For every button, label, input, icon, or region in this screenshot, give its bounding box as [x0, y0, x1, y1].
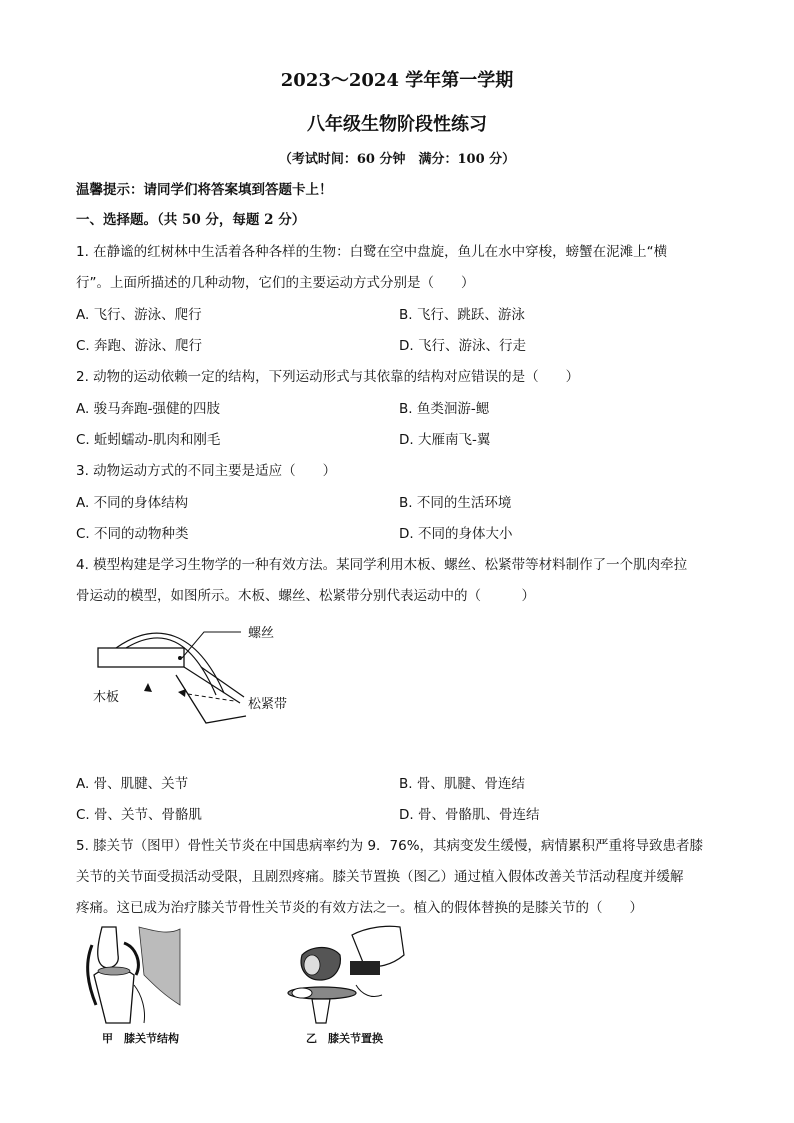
exam-info: （考试时间：60 分钟 满分：100 分） — [278, 152, 516, 167]
screw-dot — [178, 656, 182, 660]
q5-stem-line3: 疼痛。这已成为治疗膝关节骨性关节炎的有效方法之一。植入的假体替换的是膝关节的（ ） — [76, 900, 643, 916]
label-board: 木板 — [93, 690, 120, 705]
q1-option-c: C. 奔跑、游泳、爬行 — [76, 338, 203, 354]
knee-replacement-figure — [282, 925, 412, 1025]
q1-option-d: D. 飞行、游泳、行走 — [399, 338, 526, 354]
q3-option-d: D. 不同的身体大小 — [399, 526, 513, 542]
page-title: 2023～2024 学年第一学期 — [280, 70, 514, 91]
rotate-arrow-head — [144, 683, 152, 692]
q2-option-d: D. 大雁南飞-翼 — [399, 432, 491, 448]
q1-stem-line1: 1. 在静谧的红树林中生活着各种各样的生物：白鹭在空中盘旋，鱼儿在水中穿梭，螃蟹在泥滩上“横 — [76, 244, 668, 260]
board-horizontal — [98, 648, 184, 667]
q4-option-d: D. 骨、骨骼肌、骨连结 — [399, 807, 540, 823]
q1-option-b: B. 飞行、跳跃、游泳 — [399, 307, 525, 323]
q1-option-a: A. 飞行、游泳、爬行 — [76, 307, 202, 323]
q5-stem-line1: 5. 膝关节（图甲）骨性关节炎在中国患病率约为 9．76%，其病变发生缓慢，病情累积严重将导致患者膝 — [76, 838, 704, 854]
q3-option-a: A. 不同的身体结构 — [76, 495, 189, 511]
knee-structure-figure — [84, 925, 184, 1025]
q4-option-c: C. 骨、关节、骨骼肌 — [76, 807, 203, 823]
board-angled — [176, 675, 246, 723]
q2-option-a: A. 骏马奔跑-强健的四肢 — [76, 401, 220, 417]
q2-stem: 2. 动物的运动依赖一定的结构，下列运动形式与其依靠的结构对应错误的是（ ） — [76, 369, 580, 385]
muscle-model-figure — [86, 615, 326, 735]
q2-option-c: C. 蚯蚓蠕动-肌肉和刚毛 — [76, 432, 221, 448]
q4-stem-line2: 骨运动的模型，如图所示。木板、螺丝、松紧带分别代表运动中的（ ） — [76, 588, 535, 604]
caption-yi: 乙 膝关节置换 — [306, 1032, 383, 1045]
section-heading: 一、选择题。（共 50 分，每题 2 分） — [76, 212, 306, 228]
q4-stem-line1: 4. 模型构建是学习生物学的一种有效方法。某同学利用木板、螺丝、松紧带等材料制作了一个肌肉牵拉 — [76, 557, 688, 573]
page-subtitle: 八年级生物阶段性练习 — [307, 114, 487, 135]
label-band: 松紧带 — [248, 697, 288, 712]
q3-option-b: B. 不同的生活环境 — [399, 495, 512, 511]
notice: 温馨提示：请同学们将答案填到答题卡上！ — [76, 182, 333, 198]
caption-jia: 甲 膝关节结构 — [102, 1032, 179, 1045]
q1-stem-line2: 行”。上面所描述的几种动物，它们的主要运动方式分别是（ ） — [76, 275, 475, 291]
q3-option-c: C. 不同的动物种类 — [76, 526, 189, 542]
q5-stem-line2: 关节的关节面受损活动受限，且剧烈疼痛。膝关节置换（图乙）通过植入假体改善关节活动程度并缓解 — [76, 869, 684, 885]
q3-stem: 3. 动物运动方式的不同主要是适应（ ） — [76, 463, 337, 479]
q2-option-b: B. 鱼类洄游-鳃 — [399, 401, 490, 417]
q4-option-b: B. 骨、肌腱、骨连结 — [399, 776, 525, 792]
motion-arrow-head — [178, 689, 186, 697]
label-screw: 螺丝 — [248, 626, 275, 641]
q4-option-a: A. 骨、肌腱、关节 — [76, 776, 189, 792]
